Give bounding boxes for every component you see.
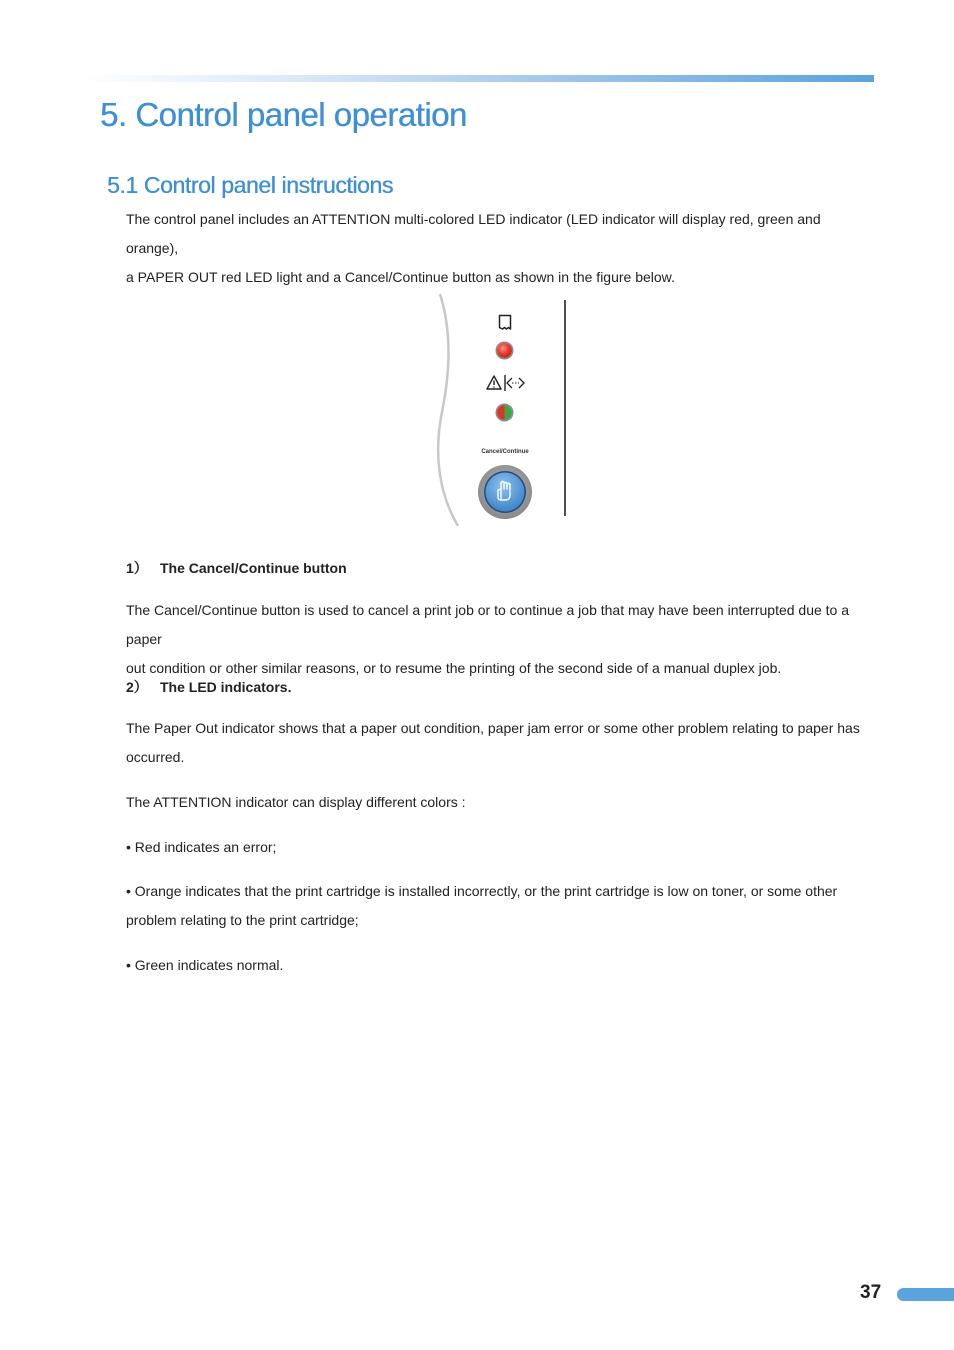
item-2-number: 2） [126,679,148,695]
attention-intro: The ATTENTION indicator can display different colors : [126,794,466,810]
item-1-line-1: The Cancel/Continue button is used to cancel a print job or to continue a job that may have been interrupted due to a paper [126,602,850,647]
bullet-green [126,951,866,980]
paper-out-line-2: occurred. [126,749,185,765]
bullet-orange-line-2: problem relating to the print cartridge; [126,912,359,928]
attention-led [497,405,512,420]
item-2-title: The LED indicators. [160,679,292,695]
item-2-heading [126,677,291,697]
hand-icon [496,480,514,502]
item-1-title: The Cancel/Continue button [160,560,347,576]
bullet-orange-line-1: • Orange indicates that the print cartridge is installed incorrectly, or the print cartridge is low on toner, or some other [126,883,838,899]
item-1-heading [126,558,347,578]
attention-icon [486,374,526,392]
page-tab-accent [897,1288,954,1301]
bullet-red [126,833,866,862]
item-1-line-2: out condition or other similar reasons, or to resume the printing of the second side of a manual duplex job. [126,660,782,676]
intro-paragraph [126,205,866,292]
paper-icon [498,314,512,332]
intro-line-1: The control panel includes an ATTENTION multi-colored LED indicator (LED indicator will display red, green and orange), [126,211,821,256]
paper-out-led [497,343,512,358]
page-number: 37 [860,1282,882,1303]
section-title: 5.1 Control panel instructions [107,172,393,198]
control-panel-figure [430,292,570,528]
chapter-title: 5. Control panel operation [100,96,467,133]
item-1-paragraph [126,596,866,683]
bullet-orange [126,877,866,935]
cancel-continue-button[interactable] [478,465,532,519]
cancel-continue-label: Cancel/Continue [481,449,529,455]
header-rule [80,75,874,82]
cancel-button-face [484,471,526,513]
bullet-green-line: • Green indicates normal. [126,957,284,973]
paper-out-paragraph [126,714,866,772]
intro-line-2: a PAPER OUT red LED light and a Cancel/Continue button as shown in the figure below. [126,269,675,285]
paper-out-line-1: The Paper Out indicator shows that a paper out condition, paper jam error or some other problem relating to paper has [126,720,860,736]
bullet-red-line: • Red indicates an error; [126,839,277,855]
item-1-number: 1） [126,560,148,576]
